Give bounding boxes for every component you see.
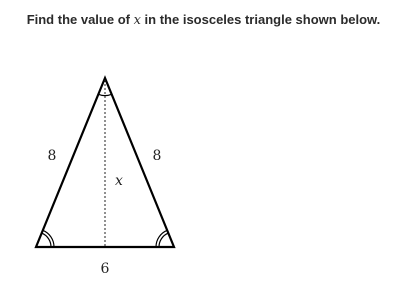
height-label: x: [115, 173, 123, 189]
base-label: 6: [100, 261, 110, 277]
right-side-label: 8: [152, 148, 162, 164]
question-after: in the isosceles triangle shown below.: [140, 12, 381, 27]
question-variable: x: [133, 13, 141, 28]
left-side-label: 8: [47, 148, 57, 164]
apex-angle-marker: [98, 94, 111, 95]
question-before: Find the value of: [26, 12, 134, 27]
